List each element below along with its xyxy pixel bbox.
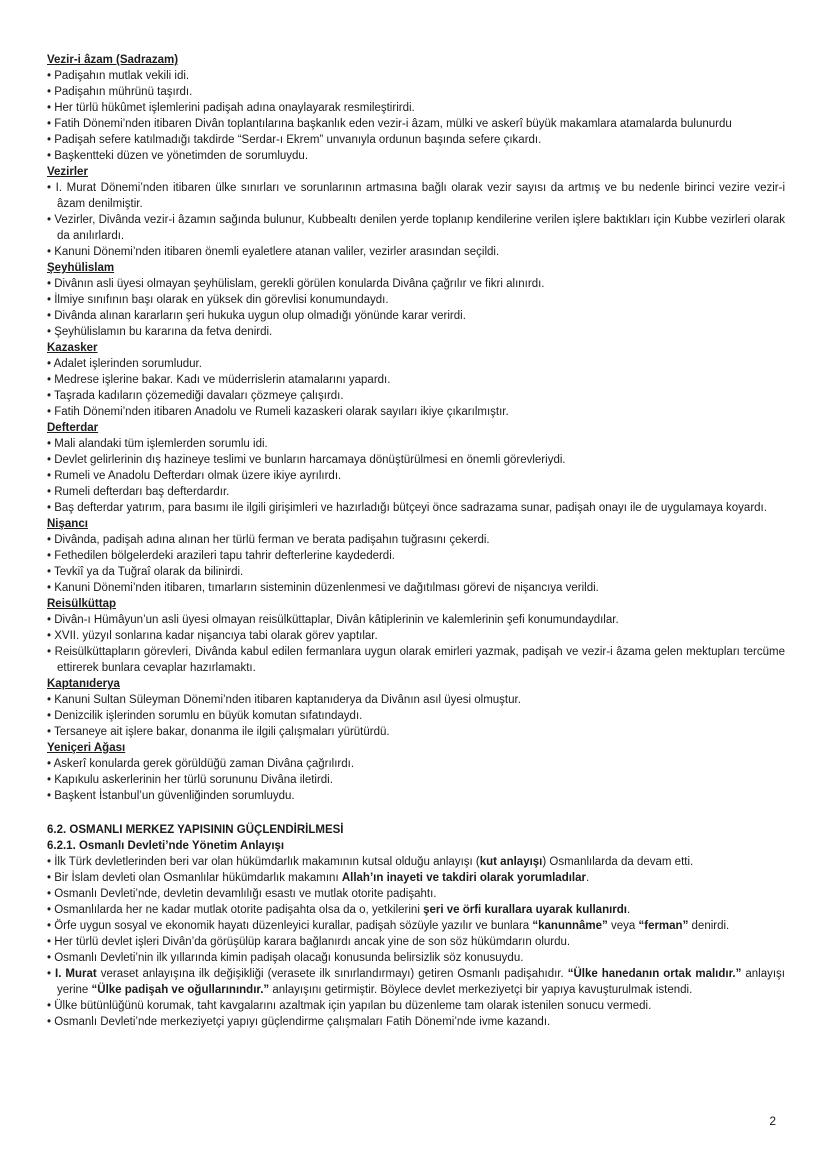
bullet-text: Kanuni Dönemi’nden itibaren önemli eyaletlere atanan valiler, vezirler arasından seçildi. xyxy=(54,246,500,258)
bullet-glyph: • xyxy=(47,454,55,466)
bullet-item xyxy=(47,276,785,292)
bullet-item xyxy=(47,292,785,308)
bullet-text: Şeyhülislamın bu kararına da fetva denirdi. xyxy=(54,326,273,338)
bullet-item xyxy=(47,68,785,84)
bullet-item xyxy=(47,612,785,628)
bullet-item xyxy=(47,564,785,580)
bullet-text: Padişah sefere katılmadığı takdirde “Serdar-ı Ekrem” unvanıyla ordunun başında sefere çıkardı. xyxy=(54,134,542,146)
bullet-item xyxy=(47,548,785,564)
bullet-text: Fatih Dönemi’nden itibaren Anadolu ve Rumeli kazaskeri olarak sayıları ikiye çıkarılmıştır. xyxy=(54,406,509,418)
section-heading: Yeniçeri Ağası xyxy=(47,742,126,754)
bullet-glyph: • xyxy=(47,294,55,306)
bullet-text: Fethedilen bölgelerdeki arazileri tapu tahrir defterlerine kaydederdi. xyxy=(54,550,395,562)
bullet-text: Divân-ı Hümâyun’un asli üyesi olmayan reisülküttaplar, Divân kâtiplerinin ve kalemlerinin şefi konumundaydılar. xyxy=(54,614,619,626)
bullet-text: Her türlü hükûmet işlemlerini padişah adına onaylayarak resmileştirirdi. xyxy=(54,102,415,114)
section-heading: Nişancı xyxy=(47,518,88,530)
bullet-text: Medrese işlerine bakar. Kadı ve müderrislerin atamalarını yapardı. xyxy=(54,374,391,386)
bullet-item xyxy=(47,772,785,788)
bullet-item xyxy=(47,132,785,148)
bullet-glyph: • xyxy=(47,214,55,226)
bullet-glyph: • xyxy=(47,694,55,706)
bullet-text: Her türlü devlet işleri Divân’da görüşülüp karara bağlanırdı ancak yine de son söz hükümdarın olurdu. xyxy=(54,936,571,948)
bullet-glyph: • xyxy=(47,774,55,786)
bullet-item xyxy=(47,708,785,724)
bullet-glyph: • xyxy=(47,278,55,290)
bullet-glyph: • xyxy=(47,952,55,964)
bullet-item xyxy=(47,644,785,676)
bullet-glyph: • xyxy=(47,182,56,194)
bullet-text: İlk Türk devletlerinden beri var olan hükümdarlık makamının kutsal olduğu anlayışı (kut anlayışı) Osmanlılarda da devam etti. xyxy=(54,856,694,868)
bullet-glyph: • xyxy=(47,888,55,900)
bullet-item xyxy=(47,116,785,132)
bullet-glyph: • xyxy=(47,102,55,114)
document-content xyxy=(47,52,785,1030)
bullet-item xyxy=(47,244,785,260)
bullet-text: Rumeli defterdarı baş defterdardır. xyxy=(54,486,230,498)
bullet-glyph: • xyxy=(47,486,55,498)
bullet-item xyxy=(47,934,785,950)
bullet-glyph: • xyxy=(47,470,55,482)
bullet-glyph: • xyxy=(47,646,55,658)
bullet-glyph: • xyxy=(47,406,55,418)
bullet-item xyxy=(47,100,785,116)
bullet-item xyxy=(47,870,785,886)
section-heading: Vezir-i âzam (Sadrazam) xyxy=(47,54,179,66)
bullet-text: Başkent İstanbul’un güvenliğinden sorumluydu. xyxy=(54,790,295,802)
bullet-glyph: • xyxy=(47,710,55,722)
bullet-glyph: • xyxy=(47,358,54,370)
bullet-glyph: • xyxy=(47,904,55,916)
bullet-item xyxy=(47,356,785,372)
bullet-glyph: • xyxy=(47,550,55,562)
page-number: 2 xyxy=(769,1114,776,1128)
bullet-item xyxy=(47,950,785,966)
bullet-text: Denizcilik işlerinden sorumlu en büyük komutan sıfatındaydı. xyxy=(54,710,363,722)
bullet-item xyxy=(47,886,785,902)
bullet-text: Baş defterdar yatırım, para basımı ile ilgili girişimleri ve hazırladığı bütçeyi önce sadrazama sunar, padişah onayı ile de uygulamaya koyardı. xyxy=(54,502,767,514)
bullet-item xyxy=(47,180,785,212)
bullet-item xyxy=(47,918,785,934)
bullet-item xyxy=(47,468,785,484)
bullet-item xyxy=(47,372,785,388)
bullet-item xyxy=(47,452,785,468)
bullet-glyph: • xyxy=(47,582,55,594)
bullet-item xyxy=(47,692,785,708)
bullet-text: Kanuni Sultan Süleyman Dönemi’nden itibaren kaptanıderya da Divânın asıl üyesi olmuştur. xyxy=(54,694,521,706)
bullet-text: Başkentteki düzen ve yönetimden de sorumluydu. xyxy=(54,150,309,162)
bullet-glyph: • xyxy=(47,856,55,868)
bullet-glyph: • xyxy=(47,630,55,642)
bullet-item xyxy=(47,1014,785,1030)
bullet-glyph: • xyxy=(47,534,55,546)
bullet-text: Devlet gelirlerinin dış hazineye teslimi ve bunların harcamaya dönüştürülmesi en önemli görevleriydi. xyxy=(54,454,566,466)
section-heading: Vezirler xyxy=(47,166,88,178)
bullet-text: Tevkiî ya da Tuğraî olarak da bilinirdi. xyxy=(54,566,244,578)
bullet-text: Divânda alınan kararların şeri hukuka uygun olup olmadığı yönünde karar verirdi. xyxy=(54,310,466,322)
bullet-glyph: • xyxy=(47,118,55,130)
bullet-text: Ülke bütünlüğünü korumak, taht kavgalarını azaltmak için yapılan bu düzenleme tam olarak istenilen sonucu vermedi. xyxy=(54,1000,652,1012)
bullet-item xyxy=(47,308,785,324)
bullet-text: Taşrada kadıların çözemediği davaları çözmeye çalışırdı. xyxy=(54,390,344,402)
bullet-glyph: • xyxy=(47,920,55,932)
section-heading: Reisülküttap xyxy=(47,598,117,610)
bullet-text: Padişahın mutlak vekili idi. xyxy=(54,70,190,82)
bullet-item xyxy=(47,724,785,740)
bullet-glyph: • xyxy=(47,566,55,578)
bullet-text: Bir İslam devleti olan Osmanlılar hükümdarlık makamını Allah’ın inayeti ve takdiri olarak yorumladılar. xyxy=(54,872,590,884)
bullet-text: Rumeli ve Anadolu Defterdarı olmak üzere ikiye ayrılırdı. xyxy=(54,470,342,482)
section-heading: 6.2.1. Osmanlı Devleti’nde Yönetim Anlayışı xyxy=(47,840,285,852)
section-heading: Kazasker xyxy=(47,342,98,354)
bullet-text: XVII. yüzyıl sonlarına kadar nişancıya tabi olarak görev yaptılar. xyxy=(54,630,378,642)
bullet-text: Kanuni Dönemi’nden itibaren, tımarların sisteminin düzenlenmesi ve dağıtılması görevi de nişancıya verildi. xyxy=(54,582,599,594)
bullet-item xyxy=(47,628,785,644)
bullet-item xyxy=(47,84,785,100)
bullet-glyph: • xyxy=(47,86,55,98)
bullet-item xyxy=(47,998,785,1014)
bullet-glyph: • xyxy=(47,70,55,82)
bullet-glyph: • xyxy=(47,1016,55,1028)
bullet-item xyxy=(47,854,785,870)
bullet-glyph: • xyxy=(47,310,55,322)
bullet-text: I. Murat veraset anlayışına ilk değişikliği (verasete ilk sınırlandırmayı) getiren Osmanlı padişahıdır. “Ülke hanedanın ortak malıdır.” anlayışı yerine “Ülke padişah ve oğullarınındır.” anlayışını getirmiştir. Böylece devlet merkeziyetçi bir yapıya kavuşturulmak istendi. xyxy=(55,968,786,996)
bullet-text: Tersaneye ait işlere bakar, donanma ile ilgili çalışmaları yürütürdü. xyxy=(54,726,390,738)
bullet-glyph: • xyxy=(47,326,55,338)
bullet-text: Osmanlı Devleti’nin ilk yıllarında kimin padişah olacağı konusunda belirsizlik söz konusuydu. xyxy=(54,952,524,964)
bullet-item xyxy=(47,580,785,596)
bullet-item xyxy=(47,388,785,404)
bullet-text: Osmanlı Devleti’nde, devletin devamlılığı esastı ve mutlak otorite padişahtı. xyxy=(54,888,437,900)
section-heading: Kaptanıderya xyxy=(47,678,120,690)
bullet-glyph: • xyxy=(47,1000,55,1012)
bullet-text: Örfe uygun sosyal ve ekonomik hayatı düzenleyici kurallar, padişah sözüyle yazılır ve bunlara “kanunnâme” veya “ferman” denirdi. xyxy=(54,920,730,932)
bullet-text: Kapıkulu askerlerinin her türlü sorununu Divâna iletirdi. xyxy=(54,774,333,786)
bullet-text: Vezirler, Divânda vezir-i âzamın sağında bulunur, Kubbealtı denilen yerde toplanıp kendilerine verilen işlere baktıkları için Kubbe vezirleri olarak da anılırlardı. xyxy=(54,214,785,242)
bullet-text: Divânın asli üyesi olmayan şeyhülislam, gerekli görülen konularda Divâna çağrılır ve fikri alınırdı. xyxy=(54,278,545,290)
bullet-glyph: • xyxy=(47,790,55,802)
section-heading: 6.2. OSMANLI MERKEZ YAPISININ GÜÇLENDİRİLMESİ xyxy=(47,824,344,836)
bullet-item xyxy=(47,788,785,804)
section-heading: Şeyhülislam xyxy=(47,262,115,274)
bullet-glyph: • xyxy=(47,968,56,980)
bullet-text: Adalet işlerinden sorumludur. xyxy=(53,358,202,370)
bullet-glyph: • xyxy=(47,438,55,450)
bullet-glyph: • xyxy=(47,246,55,258)
bullet-glyph: • xyxy=(47,872,55,884)
bullet-text: İlmiye sınıfının başı olarak en yüksek din görevlisi konumundaydı. xyxy=(54,294,389,306)
bullet-text: Padişahın mührünü taşırdı. xyxy=(54,86,193,98)
bullet-item xyxy=(47,404,785,420)
bullet-glyph: • xyxy=(47,134,55,146)
bullet-text: Reisülküttapların görevleri, Divânda kabul edilen fermanlara uygun olarak emirleri yazmak, padişah ve vezir-i âzama gelen mektupları tercüme ettirerek bunlara cevaplar hazırlamaktı. xyxy=(54,646,785,674)
bullet-text: Osmanlı Devleti’nde merkeziyetçi yapıyı güçlendirme çalışmaları Fatih Dönemi’nde ivme kazandı. xyxy=(54,1016,551,1028)
bullet-item xyxy=(47,532,785,548)
bullet-glyph: • xyxy=(47,936,55,948)
bullet-text: Osmanlılarda her ne kadar mutlak otorite padişahta olsa da o, yetkilerini şeri ve örfi kurallara uyarak kullanırdı. xyxy=(54,904,631,916)
bullet-item xyxy=(47,966,785,998)
bullet-item xyxy=(47,436,785,452)
bullet-item xyxy=(47,148,785,164)
bullet-item xyxy=(47,324,785,340)
bullet-item xyxy=(47,902,785,918)
bullet-glyph: • xyxy=(47,758,54,770)
bullet-item xyxy=(47,756,785,772)
bullet-item xyxy=(47,500,785,516)
bullet-text: Askerî konularda gerek görüldüğü zaman Divâna çağrılırdı. xyxy=(53,758,355,770)
bullet-item xyxy=(47,212,785,244)
bullet-glyph: • xyxy=(47,374,55,386)
bullet-glyph: • xyxy=(47,502,55,514)
bullet-glyph: • xyxy=(47,150,55,162)
bullet-glyph: • xyxy=(47,614,55,626)
bullet-text: Fatih Dönemi’nden itibaren Divân toplantılarına başkanlık eden vezir-i âzam, mülki ve askerî büyük makamlara atamalarda bulunurdu xyxy=(54,118,732,130)
section-heading: Defterdar xyxy=(47,422,99,434)
bullet-item xyxy=(47,484,785,500)
bullet-text: Divânda, padişah adına alınan her türlü ferman ve berata padişahın tuğrasını çekerdi. xyxy=(54,534,490,546)
bullet-text: I. Murat Dönemi’nden itibaren ülke sınırları ve sorunlarının artmasına bağlı olarak vezir sayısı da artmış ve bu nedenle birinci vezire vezir-i âzam denilmiştir. xyxy=(55,182,785,210)
bullet-glyph: • xyxy=(47,726,55,738)
bullet-text: Mali alandaki tüm işlemlerden sorumlu idi. xyxy=(54,438,268,450)
bullet-glyph: • xyxy=(47,390,55,402)
